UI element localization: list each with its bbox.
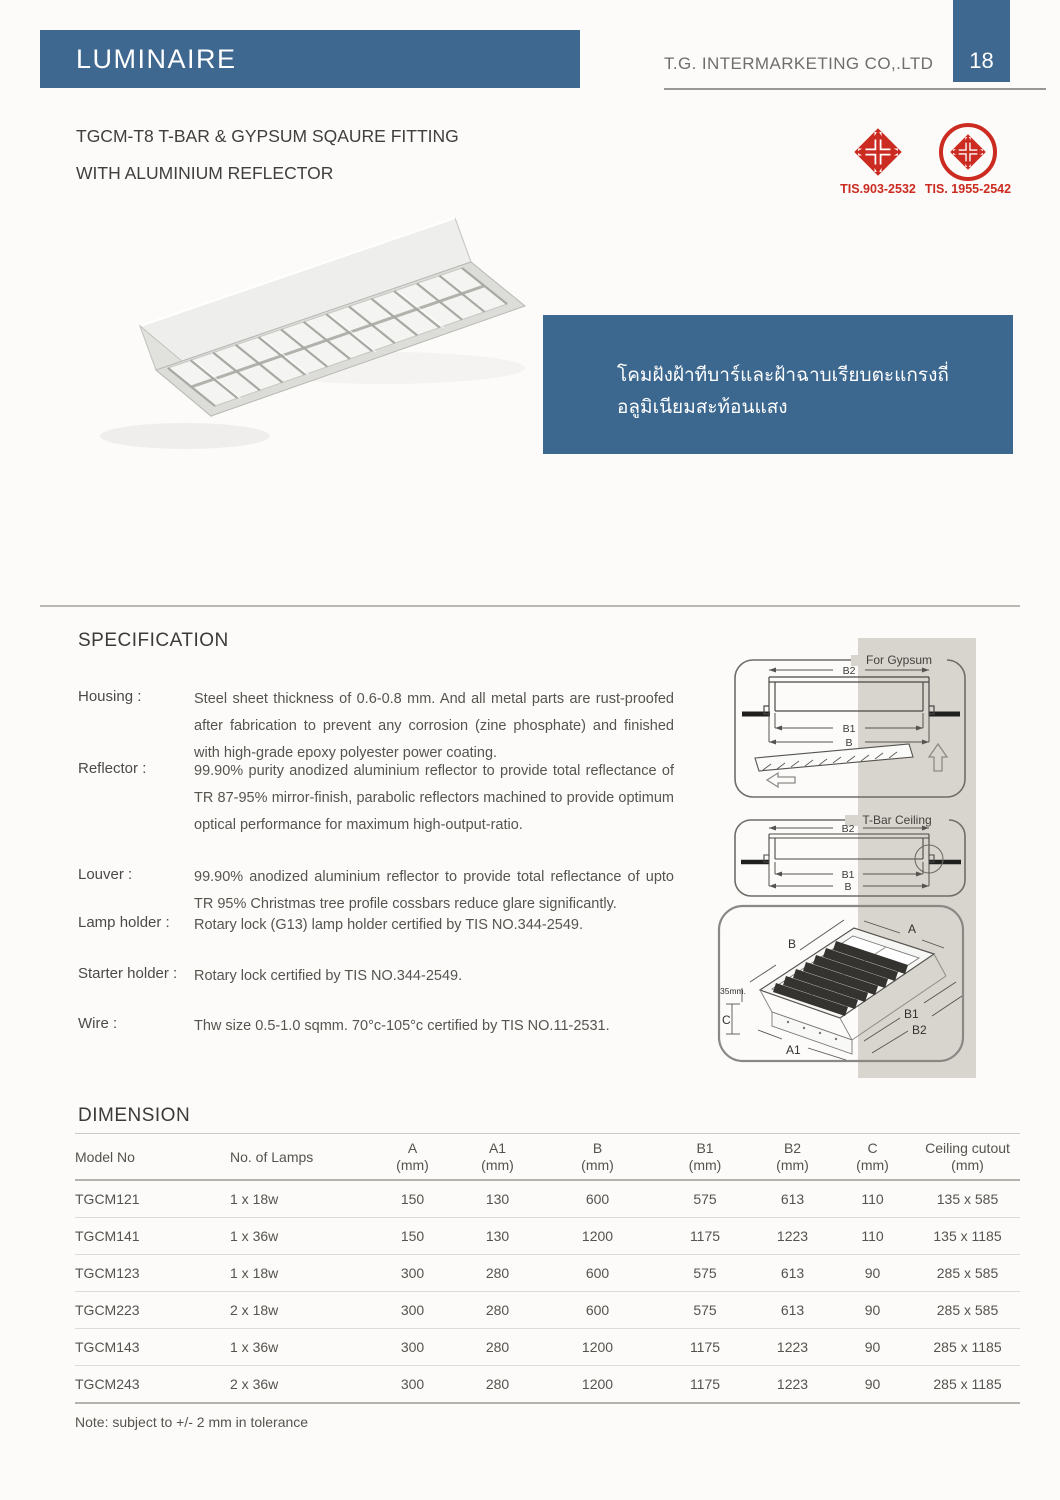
header-bar [40, 30, 580, 88]
tis-circle-mark-icon [938, 122, 998, 182]
column-header-a: A (mm) [396, 1140, 429, 1173]
table-header-row [75, 1133, 1020, 1181]
dim-label-c: C [722, 1013, 731, 1027]
product-title-line1: TGCM-T8 T-BAR & GYPSUM SQAURE FITTING [76, 126, 459, 146]
column-header-b: B (mm) [581, 1140, 614, 1173]
cell-c: 110 [861, 1191, 884, 1207]
cell-a1: 130 [485, 1228, 510, 1244]
spec-item-reflector [78, 758, 674, 839]
column-header-c: C (mm) [856, 1140, 889, 1173]
dim-label-b: B [788, 937, 797, 951]
spec-item-housing [78, 686, 674, 767]
cell-model: TGCM223 [75, 1302, 140, 1318]
dim-label-b2: B2 [841, 823, 855, 835]
tis-certification-label-1: TIS.903-2532 [840, 182, 916, 196]
table-row [75, 1181, 1020, 1218]
cell-b: 600 [585, 1191, 610, 1207]
column-header-model: Model No [75, 1148, 135, 1165]
table-row [75, 1255, 1020, 1292]
cell-b2: 613 [780, 1265, 805, 1281]
cell-b: 1200 [581, 1339, 614, 1355]
cell-a: 150 [400, 1191, 425, 1207]
cell-c: 90 [864, 1265, 881, 1281]
cell-a: 150 [400, 1228, 425, 1244]
spec-text: 99.90% purity anodized aluminium reflector to provide total reflectance of TR 87-95% mirror-finish, parabolic reflectors machined to provide optimum optical performance for maximum high-output-ratio. [194, 763, 674, 833]
dimension-reference-diagram [716, 902, 966, 1066]
page-title: LUMINAIRE [76, 43, 237, 74]
spec-item-wire [78, 1013, 674, 1040]
cell-model: TGCM143 [75, 1339, 140, 1355]
thai-description-banner [543, 315, 1013, 454]
cell-b1: 575 [693, 1191, 717, 1207]
cell-model: TGCM141 [75, 1228, 140, 1244]
cell-lamps: 1 x 18w [230, 1191, 279, 1207]
page-number: 18 [953, 0, 1010, 82]
column-header-b2: B2 (mm) [776, 1140, 809, 1173]
section-divider [40, 605, 1020, 607]
cell-cutout: 285 x 585 [936, 1302, 999, 1318]
column-header-cutout: Ceiling cutout (mm) [925, 1140, 1010, 1173]
column-header-a1: A1 (mm) [481, 1140, 514, 1173]
dimension-heading: DIMENSION [78, 1105, 191, 1126]
cell-b2: 1223 [776, 1339, 809, 1355]
cell-b2: 1223 [776, 1376, 809, 1392]
company-name: T.G. INTERMARKETING CO,.LTD [664, 54, 934, 73]
cell-model: TGCM243 [75, 1376, 140, 1392]
dim-label-a: A [908, 922, 917, 936]
spec-item-lamp-holder [78, 912, 674, 939]
cell-b2: 613 [780, 1302, 805, 1318]
dim-label-a1: A1 [786, 1043, 801, 1057]
cell-b2: 613 [780, 1191, 805, 1207]
diagram-title: T-Bar Ceiling [862, 813, 932, 827]
tis-certification-label-2: TIS. 1955-2542 [924, 182, 1012, 196]
spec-text: 99.90% anodized aluminium reflector to provide total reflectance of upto TR 95% Christmas tree profile cossbars reduce glare significantly. [194, 869, 674, 912]
cell-a: 300 [400, 1302, 425, 1318]
dimension-table [75, 1133, 1020, 1430]
cell-lamps: 1 x 36w [230, 1228, 279, 1244]
product-title-line2: WITH ALUMINIUM REFLECTOR [76, 163, 334, 183]
column-header-b1: B1 (mm) [688, 1140, 722, 1173]
cell-cutout: 285 x 1185 [933, 1339, 1002, 1355]
cell-cutout: 135 x 1185 [933, 1228, 1002, 1244]
cell-b: 1200 [581, 1228, 614, 1244]
tbar-ceiling-diagram [733, 812, 967, 900]
cell-a1: 280 [485, 1302, 510, 1318]
spec-label: Lamp holder : [78, 914, 170, 931]
cell-a: 300 [400, 1376, 425, 1392]
cell-cutout: 285 x 1185 [933, 1376, 1002, 1392]
spec-text: Thw size 0.5-1.0 sqmm. 70°c-105°c certified by TIS NO.11-2531. [194, 1018, 610, 1034]
spec-text: Rotary lock certified by TIS NO.344-2549. [194, 968, 463, 984]
dim-label-35mm: 35mm. [720, 986, 746, 996]
cell-b1: 1175 [689, 1228, 721, 1244]
spec-item-louver [78, 864, 674, 918]
cell-b1: 575 [693, 1302, 717, 1318]
column-header-lamps: No. of Lamps [230, 1148, 314, 1165]
dim-label-b2: B2 [842, 665, 856, 677]
cell-lamps: 2 x 18w [230, 1302, 279, 1318]
thai-description-line1: โคมฝังฝ้าทีบาร์และฝ้าฉาบเรียบตะแกรงถี่ [617, 364, 949, 386]
dim-label-b1: B1 [841, 869, 855, 881]
spec-label: Housing : [78, 688, 142, 705]
cell-c: 110 [861, 1228, 884, 1244]
dim-label-b1: B1 [842, 723, 856, 735]
cell-b: 600 [585, 1302, 610, 1318]
specification-heading: SPECIFICATION [78, 630, 229, 651]
arrow-left-icon [767, 773, 795, 787]
spec-text: Steel sheet thickness of 0.6-0.8 mm. And all metal parts are rust-proofed after fabrication to prevent any corrosion (zine phosphate) and finished with high-grade epoxy polyester power coating. [194, 691, 674, 761]
product-title [76, 118, 636, 192]
cell-b1: 1175 [689, 1376, 721, 1392]
cell-a1: 130 [485, 1191, 510, 1207]
dim-label-b2: B2 [912, 1023, 927, 1037]
cell-b1: 575 [693, 1265, 717, 1281]
cell-lamps: 2 x 36w [230, 1376, 279, 1392]
cell-model: TGCM123 [75, 1265, 140, 1281]
table-note: Note: subject to +/- 2 mm in tolerance [75, 1414, 309, 1430]
gypsum-install-diagram [733, 650, 967, 800]
cell-cutout: 135 x 585 [936, 1191, 999, 1207]
cell-a: 300 [400, 1265, 425, 1281]
arrow-up-icon [929, 744, 947, 771]
table-row [75, 1366, 1020, 1404]
cell-a1: 280 [485, 1339, 510, 1355]
cell-a1: 280 [485, 1376, 510, 1392]
tis-diamond-mark-icon [854, 128, 902, 176]
cell-b1: 1175 [689, 1339, 721, 1355]
cell-a: 300 [400, 1339, 425, 1355]
spec-item-starter-holder [78, 963, 674, 990]
cell-cutout: 285 x 585 [936, 1265, 999, 1281]
header-rule [664, 88, 1046, 90]
diagram-title: For Gypsum [865, 653, 933, 667]
cell-c: 90 [864, 1339, 881, 1355]
spec-text: Rotary lock (G13) lamp holder certified by TIS NO.344-2549. [194, 917, 583, 933]
spec-label: Reflector : [78, 760, 147, 777]
dim-label-b1: B1 [904, 1007, 919, 1021]
cell-lamps: 1 x 18w [230, 1265, 279, 1281]
dim-label-b: B [844, 881, 852, 893]
spec-label: Wire : [78, 1015, 118, 1032]
table-row [75, 1218, 1020, 1255]
cell-c: 90 [864, 1376, 881, 1392]
thai-description-line2: อลูมิเนียมสะท้อนแสง [617, 396, 788, 418]
dim-label-b: B [845, 737, 853, 749]
spec-label: Starter holder : [78, 965, 178, 982]
cell-b: 600 [585, 1265, 610, 1281]
table-row [75, 1292, 1020, 1329]
cell-b: 1200 [581, 1376, 614, 1392]
cell-c: 90 [864, 1302, 881, 1318]
table-row [75, 1329, 1020, 1366]
spec-label: Louver : [78, 866, 133, 883]
dimension-table-body [75, 1181, 1020, 1404]
product-photo-luminaire [55, 208, 545, 460]
cell-a1: 280 [485, 1265, 510, 1281]
cell-b2: 1223 [776, 1228, 809, 1244]
cell-lamps: 1 x 36w [230, 1339, 279, 1355]
cell-model: TGCM121 [75, 1191, 140, 1207]
